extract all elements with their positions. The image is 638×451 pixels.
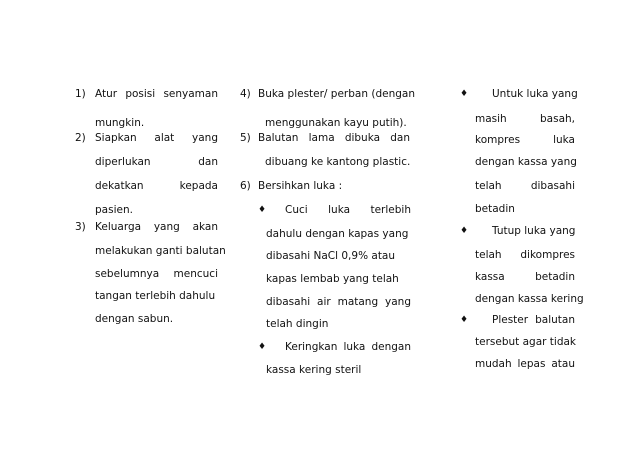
item-number: 5) xyxy=(240,132,251,144)
text-line: mungkin. xyxy=(95,117,145,129)
text-line: Keringkan luka dengan xyxy=(285,341,411,353)
text-line: Bersihkan luka : xyxy=(258,180,343,192)
text-line: dibuang ke kantong plastic. xyxy=(265,156,411,168)
text-line: kompres luka xyxy=(475,134,575,146)
text-line: masih basah, xyxy=(475,113,575,125)
text-line: Keluarga yang akan xyxy=(95,221,218,233)
text-line: dengan kassa kering xyxy=(475,293,584,305)
text-line: Untuk luka yang xyxy=(492,88,578,100)
text-line: telah dibasahi xyxy=(475,180,575,192)
text-line: Siapkan alat yang xyxy=(95,132,218,144)
item-number: 3) xyxy=(75,221,86,233)
item-number: 4) xyxy=(240,88,251,100)
text-line: betadin xyxy=(475,203,515,215)
text-line: dekatkan kepada xyxy=(95,180,218,192)
text-line: dengan kassa yang xyxy=(475,156,577,168)
text-line: kassa betadin xyxy=(475,271,575,283)
item-number: 2) xyxy=(75,132,86,144)
item-number: 6) xyxy=(240,180,251,192)
diamond-bullet-icon: ♦ xyxy=(460,226,469,236)
text-line: mudah lepas atau xyxy=(475,358,575,370)
text-line: Atur posisi senyaman xyxy=(95,88,218,100)
diamond-bullet-icon: ♦ xyxy=(460,89,469,99)
text-line: kassa kering steril xyxy=(266,364,362,376)
diamond-bullet-icon: ♦ xyxy=(258,205,267,215)
text-line: kapas lembab yang telah xyxy=(266,273,399,285)
text-line: Tutup luka yang xyxy=(492,225,576,237)
text-line: dengan sabun. xyxy=(95,313,174,325)
text-line: Cuci luka terlebih xyxy=(285,204,411,216)
diamond-bullet-icon: ♦ xyxy=(460,315,469,325)
text-line: pasien. xyxy=(95,204,133,216)
text-line: telah dingin xyxy=(266,318,329,330)
item-number: 1) xyxy=(75,88,86,100)
text-line: menggunakan kayu putih). xyxy=(265,117,407,129)
text-line: tangan terlebih dahulu xyxy=(95,290,216,302)
text-line: telah dikompres xyxy=(475,249,575,261)
text-line: Balutan lama dibuka dan xyxy=(258,132,410,144)
text-line: Plester balutan xyxy=(492,314,575,326)
text-line: sebelumnya mencuci xyxy=(95,268,218,280)
text-line: dahulu dengan kapas yang xyxy=(266,228,409,240)
text-line: Buka plester/ perban (dengan xyxy=(258,88,415,100)
text-line: diperlukan dan xyxy=(95,156,218,168)
text-line: tersebut agar tidak xyxy=(475,336,577,348)
text-line: melakukan ganti balutan xyxy=(95,245,226,257)
text-line: dibasahi NaCl 0,9% atau xyxy=(266,250,396,262)
text-line: dibasahi air matang yang xyxy=(266,296,411,308)
diamond-bullet-icon: ♦ xyxy=(258,342,267,352)
